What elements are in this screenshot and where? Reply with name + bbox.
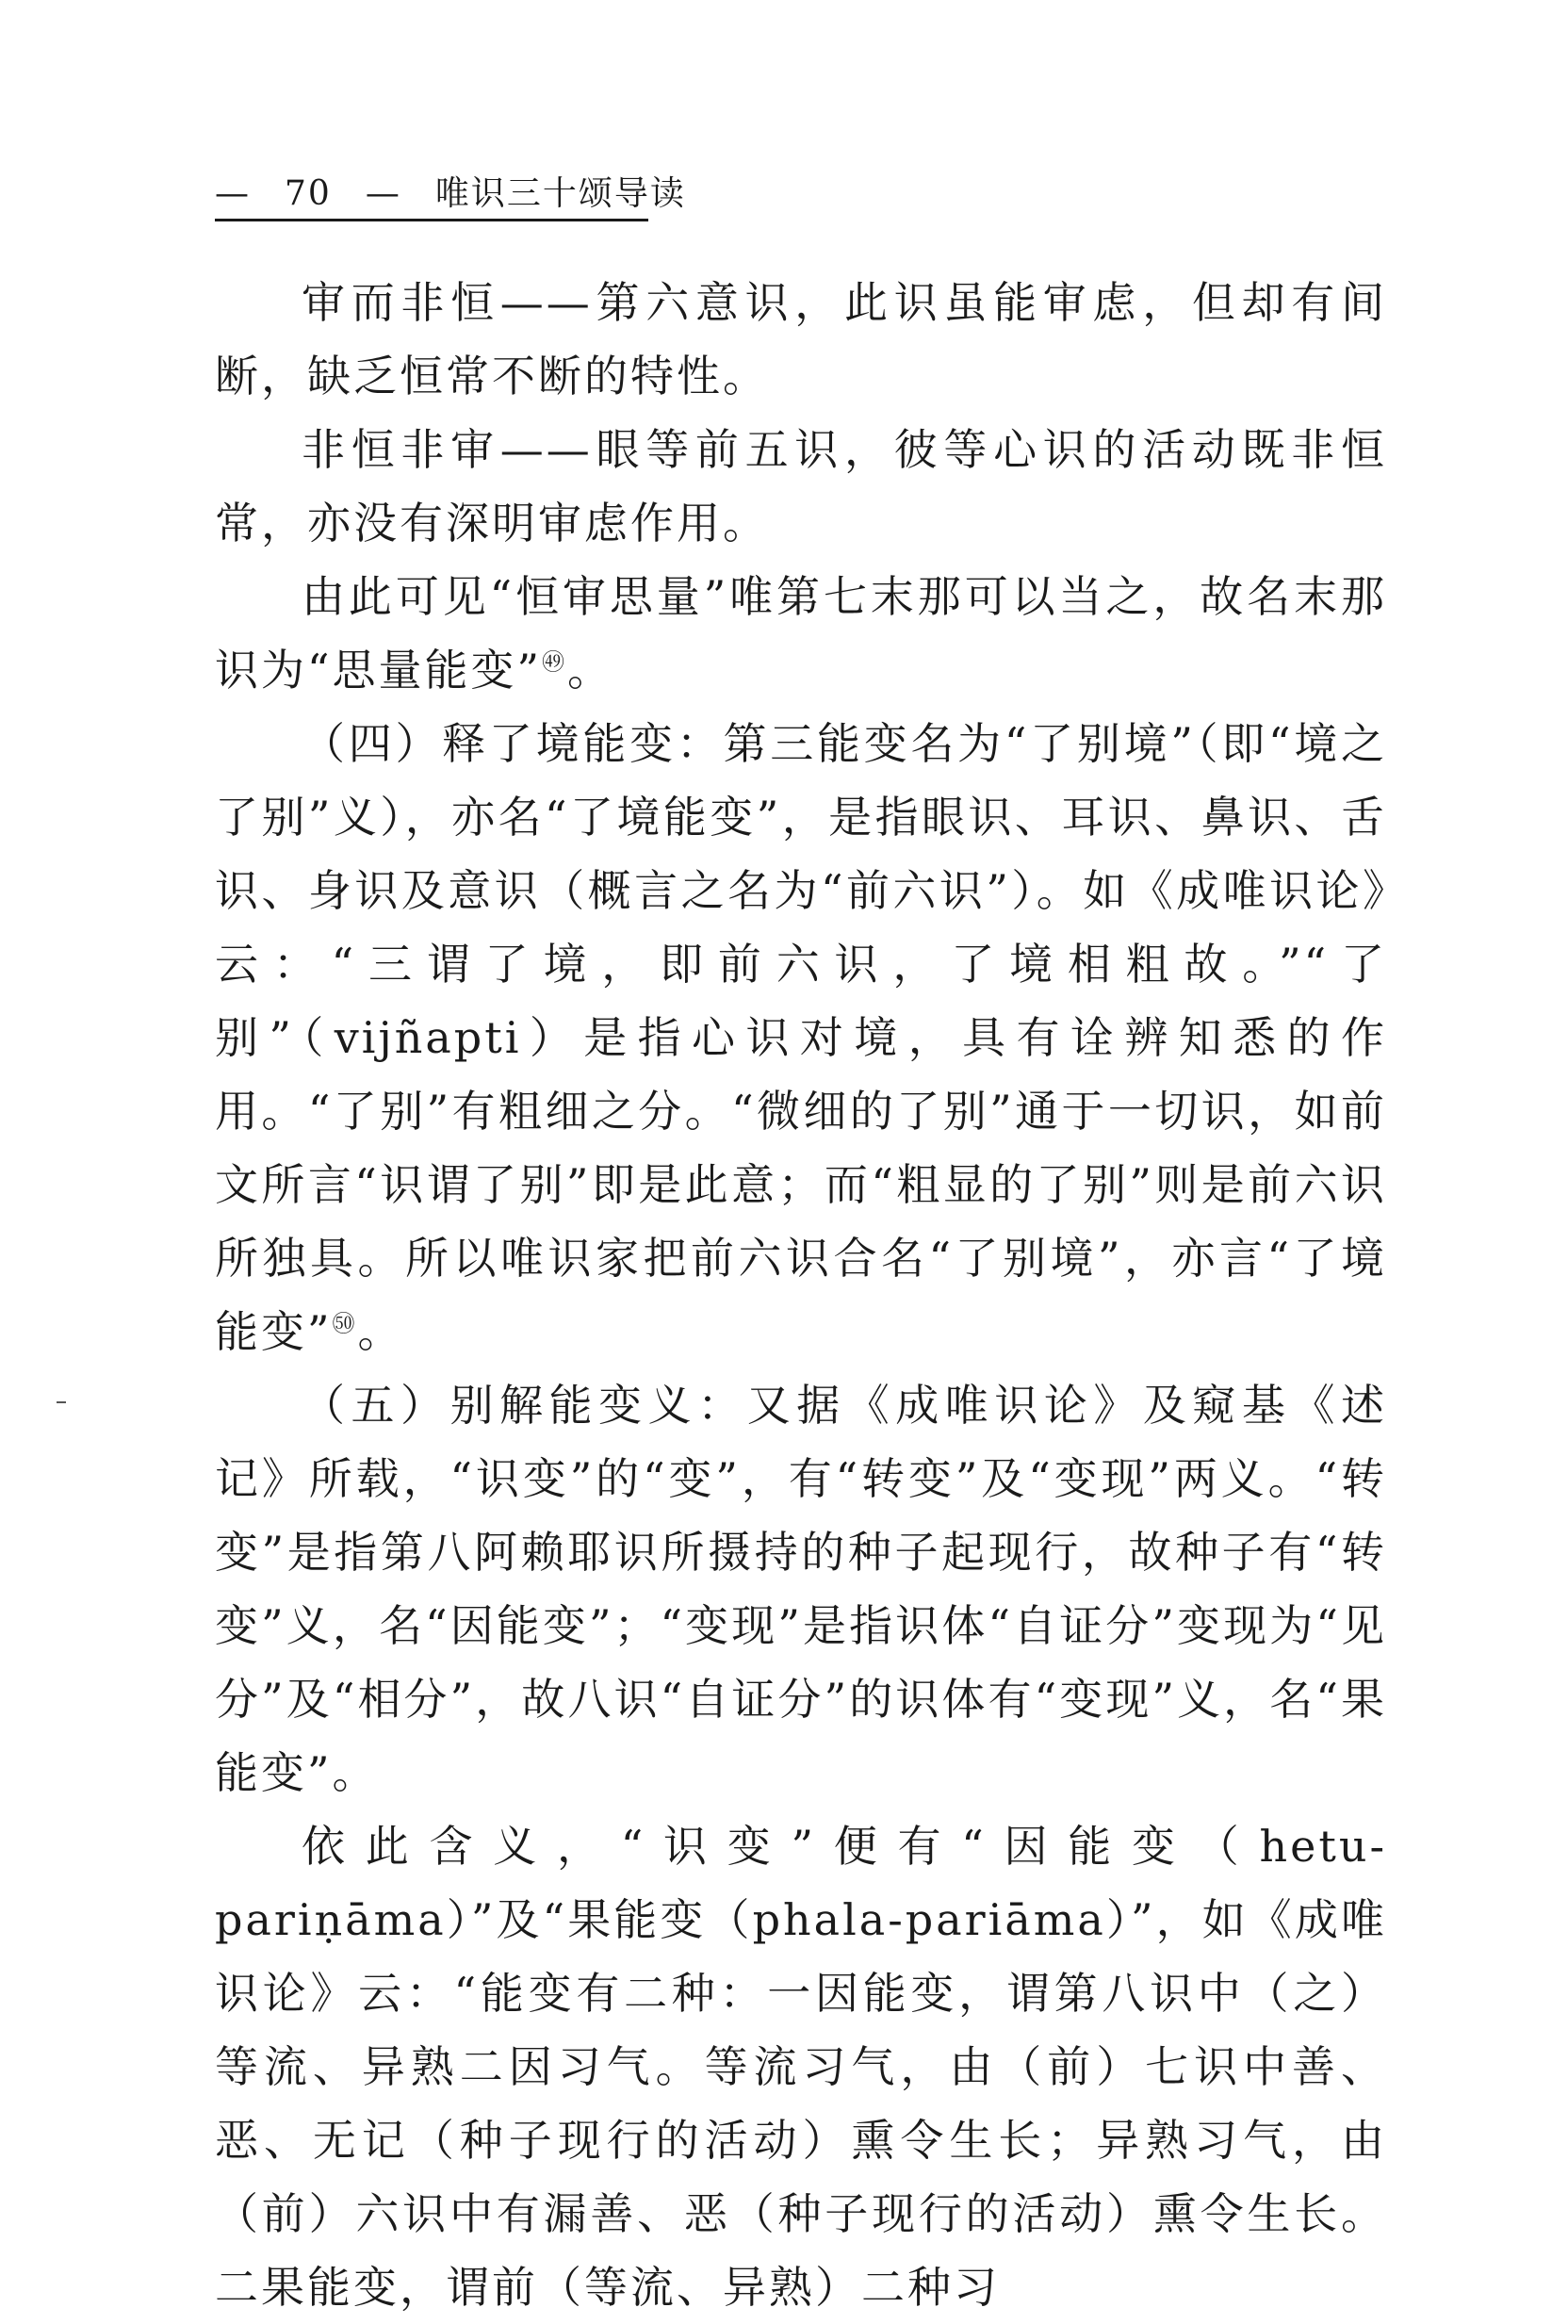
running-header bbox=[215, 166, 686, 222]
margin-mark bbox=[57, 1401, 66, 1403]
header-dash-right: — bbox=[365, 174, 401, 213]
page-number: 70 bbox=[285, 174, 332, 213]
paragraph-5: （五）别解能变义：又据《成唯识论》及窥基《述记》所载，“识变”的“变”，有“转变”及“变现”两义。“转变”是指第八阿赖耶识所摄持的种子起现行，故种子有“转变”义，名“因能变”；“变现”是指识体“自证分”变现为“见分”及“相分”，故八识“自证分”的识体有“变现”义，名“果能变”。 bbox=[215, 1380, 1387, 1798]
paragraph-4: （四）释了境能变：第三能变名为“了别境”（即“境之了别”义），亦名“了境能变”，是指眼识、耳识、鼻识、舌识、身识及意识（概言之名为“前六识”）。如《成唯识论》云：“三谓了境，即前六识，了境相粗故。”“了别”（vijñapti）是指心识对境，具有诠辨知悉的作用。“了别”有粗细之分。“微细的了别”通于一切识，如前文所言“识谓了别”即是此意；而“粗显的了别”则是前六识所独具。所以唯识家把前六识合名“了别境”，亦言“了境能变”$^㊿$。 bbox=[215, 718, 1387, 1357]
book-title: 唯识三十颂导读 bbox=[434, 174, 686, 213]
paragraph-1: 审而非恒——第六意识，此识虽能审虑，但却有间断，缺乏恒常不断的特性。 bbox=[215, 277, 1387, 401]
paragraph-6: 依此含义，“识变”便有“因能变（hetu-pariṇāma）”及“果能变（phala-pariāma）”，如《成唯识论》云：“能变有二种：一因能变，谓第八识中（之）等流、异熟二因习气。等流习气，由（前）七识中善、恶、无记（种子现行的活动）熏令生长；异熟习气，由（前）六识中有漏善、恶（种子现行的活动）熏令生长。二果能变，谓前（等流、异熟）二种习 bbox=[215, 1821, 1387, 2313]
body-text bbox=[215, 266, 1387, 2324]
paragraph-3: 由此可见“恒审思量”唯第七末那可以当之，故名末那识为“思量能变”$^㊾$。 bbox=[215, 571, 1387, 696]
footnote-marker: ㊾ bbox=[542, 648, 568, 676]
footnote-marker: ㊿ bbox=[332, 1310, 358, 1337]
paragraph-2: 非恒非审——眼等前五识，彼等心识的活动既非恒常，亦没有深明审虑作用。 bbox=[215, 424, 1387, 548]
header-rule bbox=[215, 219, 648, 221]
header-dash-left: — bbox=[215, 174, 251, 213]
